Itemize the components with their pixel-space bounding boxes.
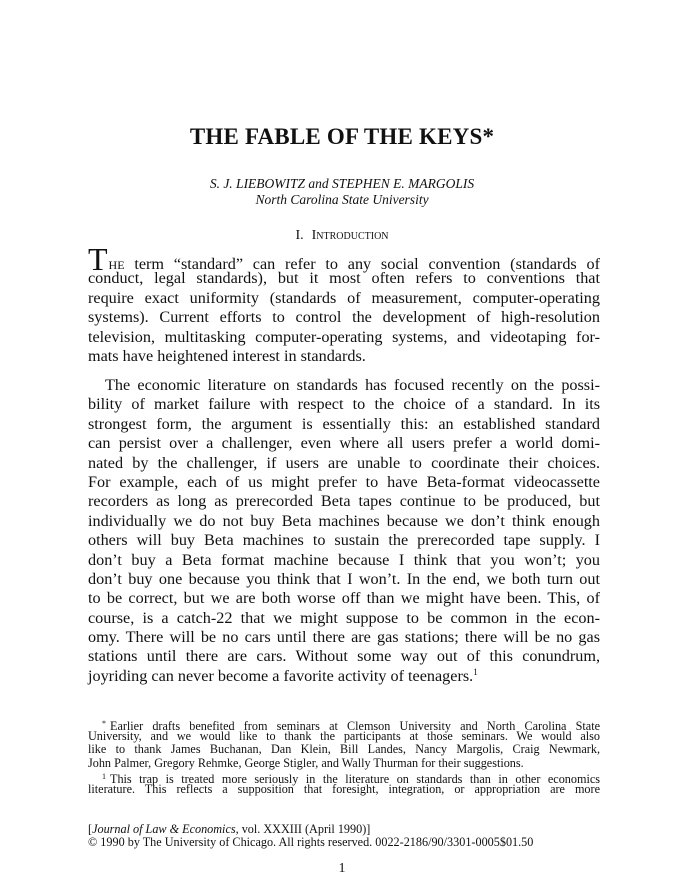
- paragraph-introduction: [88, 241, 600, 366]
- paragraph-line: television, multitasking computer-operating systems, and videotaping for-: [88, 327, 600, 346]
- footnote-line: like to thank James Buchanan, Dan Klein, Bill Landes, Nancy Margolis, Craig Newmark,: [88, 742, 600, 757]
- paragraph-line: For example, each of us might prefer to have Beta-format videocassette: [88, 472, 600, 491]
- paragraph-line: systems). Current efforts to control the development of high-resolution: [88, 308, 600, 327]
- footnotes: [88, 717, 600, 796]
- paragraph-standards: [88, 376, 600, 686]
- journal-citation-line: [88, 823, 608, 836]
- footnote-mark: 1: [102, 771, 106, 781]
- footnote-line: University, and we would like to thank the participants at those seminars. We would also: [88, 729, 600, 744]
- footnote-reference[interactable]: 1: [473, 666, 478, 677]
- paragraph-line: don’t buy one because you think that I won’t. In the end, we both turn out: [88, 569, 600, 588]
- footnote-line: literature. This reflects a supposition that foresight, integration, or appropriation are more: [88, 781, 600, 796]
- first-word-rest: HE: [108, 258, 125, 272]
- paragraph-line: strongest form, the argument is essentially this: an established standard: [88, 414, 600, 433]
- paragraph-line: stations until there are cars. Without some way out of this conundrum,: [88, 647, 600, 666]
- paragraph-line: [88, 241, 600, 277]
- footnote-line-text: This trap is treated more seriously in the literature on standards than in other economics: [110, 771, 600, 786]
- article-title: THE FABLE OF THE KEYS*: [189, 124, 495, 149]
- paragraph-line: require exact uniformity (standards of measurement, computer-operating: [88, 288, 600, 307]
- footnote-line: [88, 770, 600, 786]
- paragraph-line: to be correct, but we are both worse off than we might have been. This, of: [88, 589, 600, 608]
- paragraph-line-text: joyriding can never become a favorite activity of teenagers.: [88, 666, 474, 685]
- section-title: Introduction: [311, 228, 389, 243]
- paragraph-line: don’t buy a Beta format machine because I think that you won’t; you: [88, 550, 600, 569]
- footnote-mark: *: [102, 719, 106, 728]
- paragraph-line: can persist over a challenger, even where all users prefer a world domi-: [88, 434, 600, 453]
- journal-citation: [88, 823, 608, 850]
- paragraph-line: others will buy Beta machines to sustain the prerecorded tape supply. I: [88, 531, 600, 550]
- section-number: I.: [295, 228, 304, 243]
- page-number: 1: [338, 861, 346, 876]
- paragraph-line: course, is a catch-22 that we might suppose to be common in the econ-: [88, 608, 600, 627]
- paragraph-line: recorders as long as prerecorded Beta tapes continue to be produced, but: [88, 492, 600, 511]
- paragraph-line: individually we do not buy Beta machines because we don’t think enough: [88, 511, 600, 530]
- paragraph-line: mats have heightened interest in standards.: [88, 346, 366, 365]
- paragraph-line: conduct, legal standards), but it most often refers to conventions that: [88, 269, 600, 288]
- footnote-line-text: Earlier drafts benefited from seminars at Clemson University and North Carolina State: [110, 719, 600, 733]
- open-bracket: [: [88, 822, 93, 836]
- author-affiliation: North Carolina State University: [255, 192, 429, 207]
- article-authors: S. J. LIEBOWITZ and STEPHEN E. MARGOLIS: [209, 176, 475, 191]
- journal-name: Journal of Law & Economics: [92, 822, 236, 836]
- footnote-line: John Palmer, Gregory Rehmke, George Stigler, and Wally Thurman for their suggestions.: [88, 755, 524, 770]
- journal-volume: , vol. XXXIII (April 1990)]: [235, 822, 371, 836]
- paragraph-line: nated by the challenger, if users are unable to coordinate their choices.: [88, 453, 600, 472]
- paragraph-line: [88, 667, 600, 686]
- paragraph-line: bility of market failure with respect to the choice of a standard. In its: [88, 395, 600, 414]
- copyright-line: © 1990 by The University of Chicago. All rights reserved. 0022-2186/90/3301-0005$01.50: [88, 835, 534, 850]
- paragraph-line-text: term “standard” can refer to any social convention (standards of: [124, 255, 600, 273]
- paragraph-line: omy. There will be no cars until there are gas stations; there will be no gas: [88, 628, 600, 647]
- drop-cap: T: [88, 241, 108, 277]
- paragraph-line: The economic literature on standards has focused recently on the possi-: [105, 376, 600, 394]
